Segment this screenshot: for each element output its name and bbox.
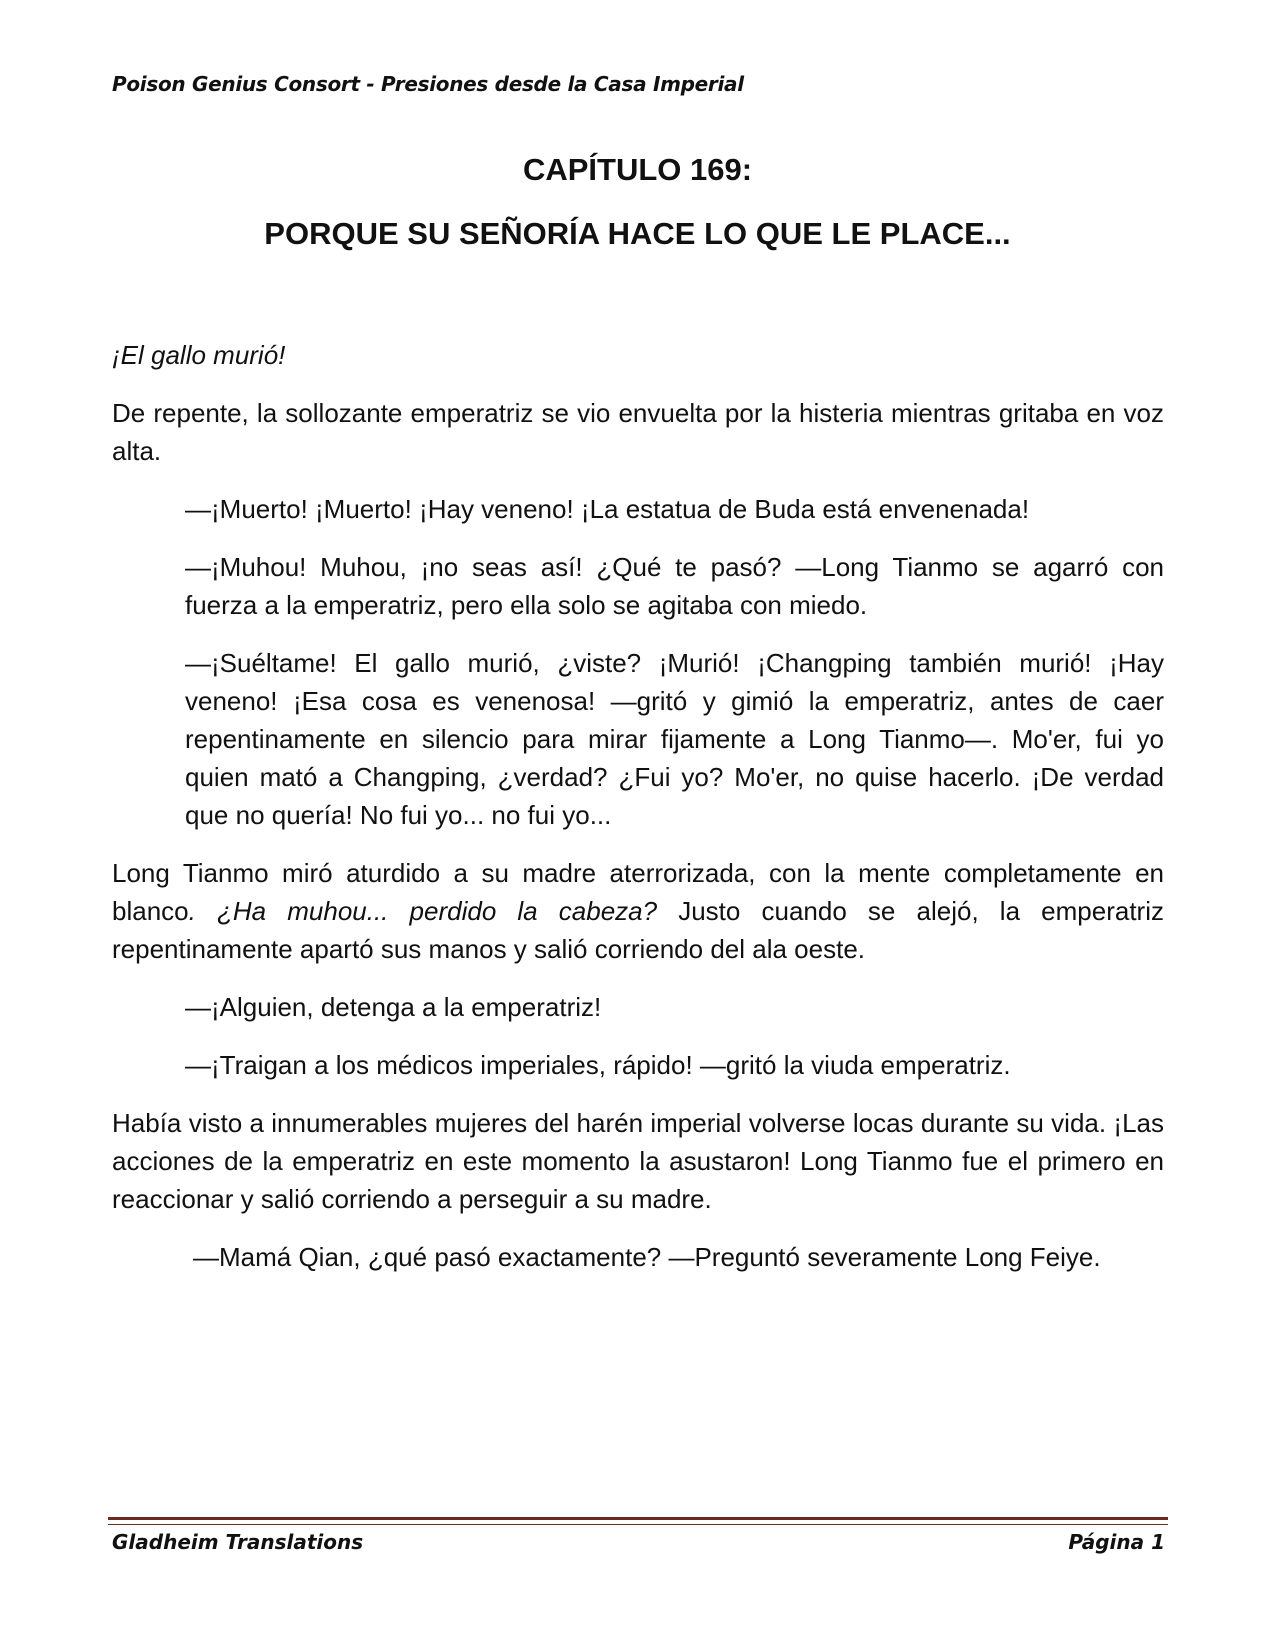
footer-page-number: Página 1 (1068, 1530, 1165, 1554)
dialogue-paragraph: —¡Alguien, detenga a la emperatriz! (185, 992, 602, 1022)
dialogue-paragraph: —¡Suéltame! El gallo murió, ¿viste? ¡Murió! ¡Changping también murió! ¡Hay veneno! ¡Esa cosa es venenosa! —gritó y gimió la emperatriz, antes de caer repentinamente en silencio para mirar fijamente a Long Tianmo—. Mo'er, fui yo quien mató a Changping, ¿verdad? ¿Fui yo? Mo'er, no quise hacerlo. ¡De verdad que no quería! No fui yo... no fui yo... (185, 648, 1164, 830)
paragraph-text: Long Tianmo miró aturdido a su madre aterrorizada, con la mente completamente en blanco (112, 858, 1164, 926)
paragraph-text: Justo cuando se alejó, la emperatriz repentinamente apartó sus manos y salió corriendo del ala oeste. (112, 896, 1164, 964)
paragraph: ¡El gallo murió! (112, 340, 286, 370)
italic-thought: . ¿Ha muhou... perdido la cabeza? (188, 896, 658, 926)
chapter-body (112, 336, 1164, 1296)
dialogue-paragraph: —¡Muerto! ¡Muerto! ¡Hay veneno! ¡La estatua de Buda está envenenada! (185, 494, 1030, 524)
paragraph: De repente, la sollozante emperatriz se vio envuelta por la histeria mientras gritaba en voz alta. (112, 398, 1164, 466)
footer-divider (108, 1517, 1168, 1525)
dialogue-paragraph: —¡Muhou! Muhou, ¡no seas así! ¿Qué te pasó? —Long Tianmo se agarró con fuerza a la emperatriz, pero ella solo se agitaba con miedo. (185, 552, 1164, 620)
paragraph: Había visto a innumerables mujeres del harén imperial volverse locas durante su vida. ¡Las acciones de la emperatriz en este momento la asustaron! Long Tianmo fue el primero en reaccionar y salió corriendo a perseguir a su madre. (112, 1108, 1164, 1214)
chapter-title: PORQUE SU SEÑORÍA HACE LO QUE LE PLACE... (264, 216, 1011, 251)
paragraph (112, 854, 1164, 968)
running-header: Poison Genius Consort - Presiones desde la Casa Imperial (112, 72, 744, 96)
footer-publisher: Gladheim Translations (112, 1530, 364, 1554)
dialogue-paragraph: —¡Traigan a los médicos imperiales, rápido! —gritó la viuda emperatriz. (185, 1050, 1011, 1080)
chapter-number: CAPÍTULO 169: (522, 152, 753, 187)
dialogue-paragraph: —Mamá Qian, ¿qué pasó exactamente? —Preguntó severamente Long Feiye. (193, 1242, 1101, 1272)
